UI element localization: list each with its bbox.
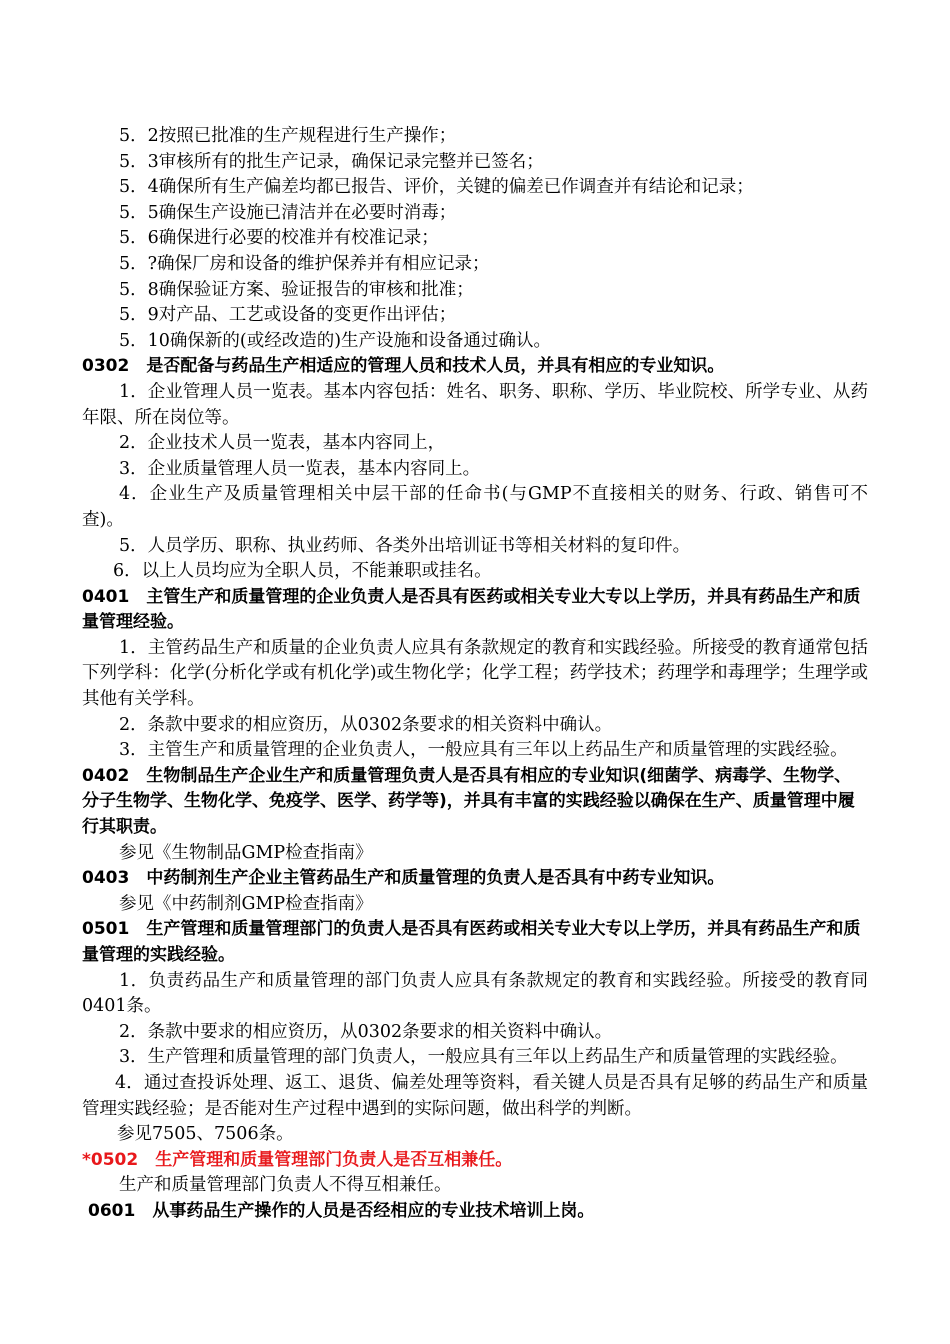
list-item-5-4: 5．4确保所有生产偏差均都已报告、评价，关键的偏差已作调查并有结论和记录； bbox=[119, 177, 754, 198]
section-0501-item-1: 1．负责药品生产和质量管理的部门负责人应具有条款规定的教育和实践经验。所接受的教育同0401条。 bbox=[82, 970, 868, 1017]
list-item-5-5: 5．5确保生产设施已清洁并在必要时消毒； bbox=[119, 202, 457, 223]
section-0501-item-4: 4．通过查投诉处理、返工、退货、偏差处理等资料，看关键人员是否具有足够的药品生产和质量管理实践经验；是否能对生产过程中遇到的实际问题，做出科学的判断。 bbox=[82, 1072, 868, 1119]
section-0401-item-1: 1．主管药品生产和质量的企业负责人应具有条款规定的教育和实践经验。所接受的教育通常包括下列学科：化学(分析化学或有机化学)或生物化学；化学工程；药学技术；药理学和毒理学；生理学或其他有关学科。 bbox=[82, 637, 868, 710]
section-0302-item-1: 1．企业管理人员一览表。基本内容包括：姓名、职务、职称、学历、毕业院校、所学专业、从药年限、所在岗位等。 bbox=[82, 381, 868, 428]
section-0403-reference: 参见《中药制剂GMP检查指南》 bbox=[119, 893, 373, 914]
section-0501-heading: 0501 生产管理和质量管理部门的负责人是否具有医药或相关专业大专以上学历，并具有药品生产和质量管理的实践经验。 bbox=[82, 919, 861, 965]
document-page bbox=[82, 124, 868, 1225]
list-item-5-9: 5．9对产品、工艺或设备的变更作出评估； bbox=[119, 305, 457, 326]
section-0502-item-1: 生产和质量管理部门负责人不得互相兼任。 bbox=[119, 1175, 452, 1196]
section-0302-item-5: 5．人员学历、职称、执业药师、各类外出培训证书等相关材料的复印件。 bbox=[119, 535, 691, 556]
list-item-5-6: 5．6确保进行必要的校准并有校准记录； bbox=[119, 228, 439, 249]
section-0302-item-3: 3．企业质量管理人员一览表，基本内容同上。 bbox=[119, 458, 481, 479]
section-0501-item-3: 3．生产管理和质量管理的部门负责人，一般应具有三年以上药品生产和质量管理的实践经验。 bbox=[119, 1047, 848, 1068]
list-item-5-3: 5．3审核所有的批生产记录，确保记录完整并已签名； bbox=[119, 151, 544, 172]
section-0401-item-3: 3．主管生产和质量管理的企业负责人，一般应具有三年以上药品生产和质量管理的实践经验。 bbox=[119, 740, 848, 761]
section-0402-heading: 0402 生物制品生产企业生产和质量管理负责人是否具有相应的专业知识(细菌学、病毒学、生物学、分子生物学、生物化学、免疫学、医学、药学等)，并具有丰富的实践经验以确保在生产、质量管理中履行其职责。 bbox=[82, 765, 855, 838]
section-0401-item-2: 2．条款中要求的相应资历，从0302条要求的相关资料中确认。 bbox=[119, 714, 613, 735]
section-0401-heading: 0401 主管生产和质量管理的企业负责人是否具有医药或相关专业大专以上学历，并具有药品生产和质量管理经验。 bbox=[82, 586, 861, 633]
list-item-5-2: 5．2按照已批准的生产规程进行生产操作； bbox=[119, 126, 457, 146]
section-0403-heading: 0403 中药制剂生产企业主管药品生产和质量管理的负责人是否具有中药专业知识。 bbox=[82, 868, 725, 889]
section-0502-heading: *0502 生产管理和质量管理部门负责人是否互相兼任。 bbox=[82, 1149, 513, 1170]
section-0302-heading: 0302 是否配备与药品生产相适应的管理人员和技术人员，并具有相应的专业知识。 bbox=[82, 356, 725, 377]
list-item-5-7: 5．?确保厂房和设备的维护保养并有相应记录； bbox=[119, 253, 490, 274]
section-0302-item-6: 6．以上人员均应为全职人员，不能兼职或挂名。 bbox=[113, 561, 492, 582]
section-0302-item-4: 4．企业生产及质量管理相关中层干部的任命书(与GMP不直接相关的财务、行政、销售可不查)。 bbox=[82, 484, 868, 530]
section-0302-item-2: 2．企业技术人员一览表，基本内容同上， bbox=[119, 433, 446, 454]
section-0601-heading: 0601 从事药品生产操作的人员是否经相应的专业技术培训上岗。 bbox=[88, 1200, 595, 1221]
section-0501-reference: 参见7505、7506条。 bbox=[117, 1124, 294, 1145]
list-item-5-8: 5．8确保验证方案、验证报告的审核和批准； bbox=[119, 279, 474, 300]
section-0501-item-2: 2．条款中要求的相应资历，从0302条要求的相关资料中确认。 bbox=[119, 1021, 613, 1042]
list-item-5-10: 5．10确保新的(或经改造的)生产设施和设备通过确认。 bbox=[119, 330, 552, 351]
section-0402-reference: 参见《生物制品GMP检查指南》 bbox=[119, 842, 373, 863]
